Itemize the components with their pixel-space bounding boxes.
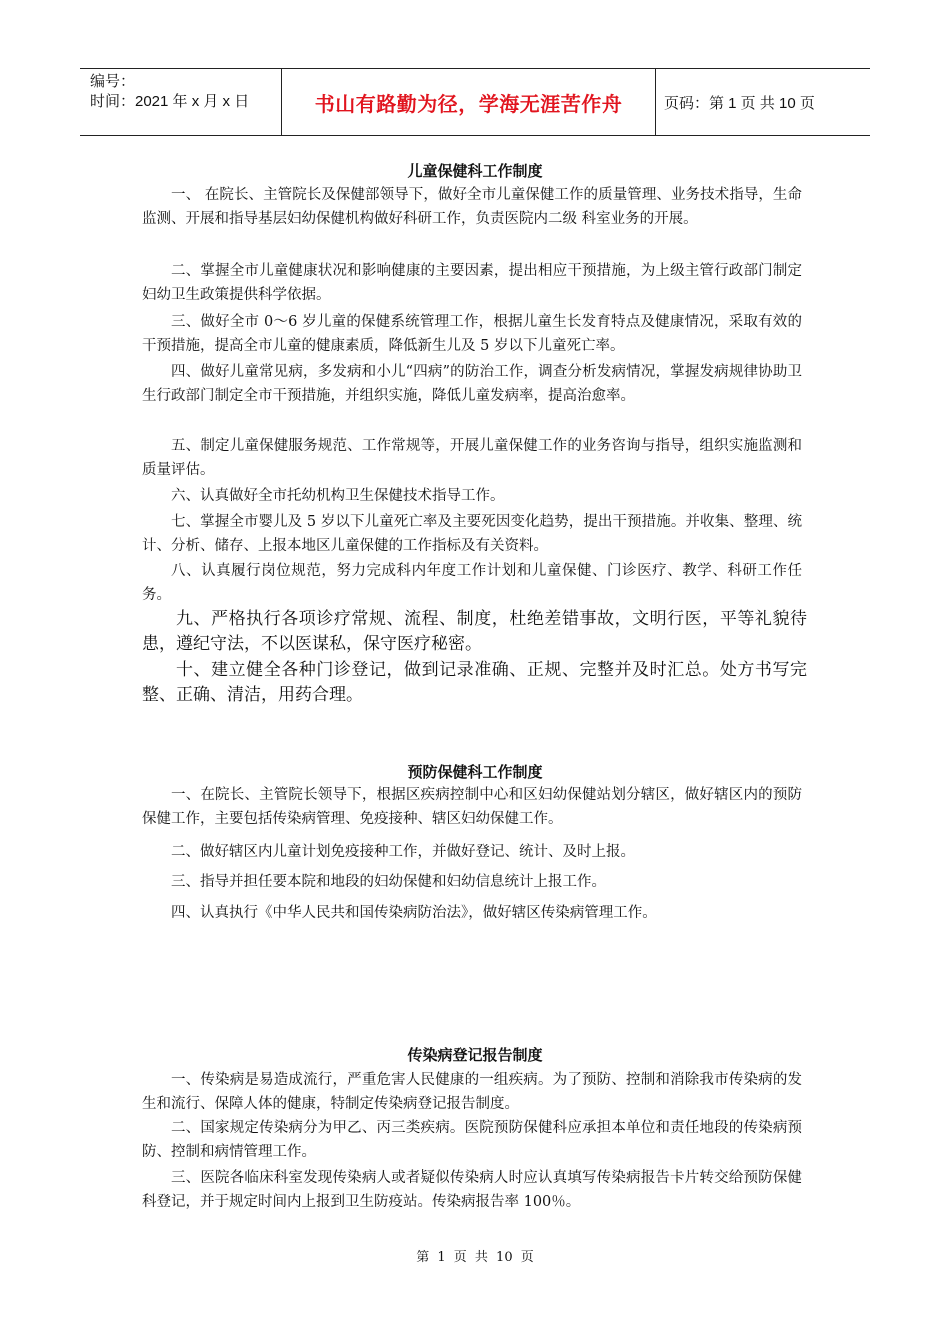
header-left-cell — [80, 69, 282, 135]
paragraph: 一、在院长、主管院长领导下，根据区疾病控制中心和区妇幼保健站划分辖区，做好辖区内的预防保健工作，主要包括传染病管理、免疫接种、辖区妇幼保健工作。 — [142, 787, 802, 827]
paragraph: 二、掌握全市儿童健康状况和影响健康的主要因素，提出相应干预措施，为上级主管行政部门制定妇幼卫生政策提供科学依据。 — [142, 263, 802, 303]
paragraph: 五、制定儿童保健服务规范、工作常规等，开展儿童保健工作的业务咨询与指导，组织实施监测和质量评估。 — [142, 438, 802, 478]
header-page-info: 页码：第 1 页 共 10 页 — [664, 94, 815, 112]
section-title-prevention: 预防保健科工作制度 — [407, 763, 543, 781]
section-title-infectious-disease: 传染病登记报告制度 — [407, 1046, 543, 1064]
paragraph: 一、 在院长、主管院长及保健部领导下，做好全市儿童保健工作的质量管理、业务技术指导，生命监测、开展和指导基层妇幼保健机构做好科研工作，负责医院内二级 科室业务的开展。 — [142, 187, 802, 227]
paragraph: 八、认真履行岗位规范，努力完成科内年度工作计划和儿童保健、门诊医疗、教学、科研工作任务。 — [142, 563, 802, 603]
paragraph: 三、医院各临床科室发现传染病人或者疑似传染病人时应认真填写传染病报告卡片转交给预防保健科登记，并于规定时间内上报到卫生防疫站。传染病报告率 100％。 — [142, 1170, 802, 1210]
paragraph: 四、认真执行《中华人民共和国传染病防治法》，做好辖区传染病管理工作。 — [171, 905, 657, 921]
paragraph: 二、做好辖区内儿童计划免疫接种工作，并做好登记、统计、及时上报。 — [171, 844, 635, 860]
document-date: 时间：2021 年 x 月 x 日 — [90, 93, 250, 110]
header-table — [80, 68, 870, 136]
paragraph: 九、严格执行各项诊疗常规、流程、制度，杜绝差错事故，文明行医，平等礼貌待患，遵纪守法，不以医谋私，保守医疗秘密。 — [142, 609, 807, 654]
paragraph: 六、认真做好全市托幼机构卫生保健技术指导工作。 — [171, 488, 505, 504]
paragraph: 三、指导并担任要本院和地段的妇幼保健和妇幼信息统计上报工作。 — [171, 874, 606, 890]
paragraph: 七、掌握全市婴儿及 5 岁以下儿童死亡率及主要死因变化趋势，提出干预措施。并收集、整理、统计、分析、储存、上报本地区儿童保健的工作指标及有关资料。 — [142, 514, 802, 554]
header-motto: 书山有路勤为径，学海无涯苦作舟 — [282, 69, 656, 135]
paragraph: 四、做好儿童常见病，多发病和小儿“四病”的防治工作，调查分析发病情况，掌握发病规律协助卫生行政部门制定全市干预措施，并组织实施，降低儿童发病率，提高治愈率。 — [142, 364, 802, 404]
document-number-label: 编号： — [90, 73, 136, 90]
paragraph: 十、建立健全各种门诊登记，做到记录准确、正规、完整并及时汇总。处方书写完整、正确、清洁，用药合理。 — [142, 660, 807, 705]
section-title-child-health: 儿童保健科工作制度 — [407, 162, 543, 180]
paragraph: 二、国家规定传染病分为甲乙、丙三类疾病。医院预防保健科应承担本单位和责任地段的传染病预防、控制和病情管理工作。 — [142, 1120, 802, 1160]
paragraph: 三、做好全市 0～6 岁儿童的保健系统管理工作，根据儿童生长发育特点及健康情况，采取有效的干预措施，提高全市儿童的健康素质，降低新生儿及 5 岁以下儿童死亡率。 — [142, 314, 802, 354]
page-footer: 第 1 页 共 10 页 — [416, 1250, 534, 1265]
paragraph: 一、传染病是易造成流行，严重危害人民健康的一组疾病。为了预防、控制和消除我市传染病的发生和流行、保障人体的健康，特制定传染病登记报告制度。 — [142, 1072, 802, 1112]
